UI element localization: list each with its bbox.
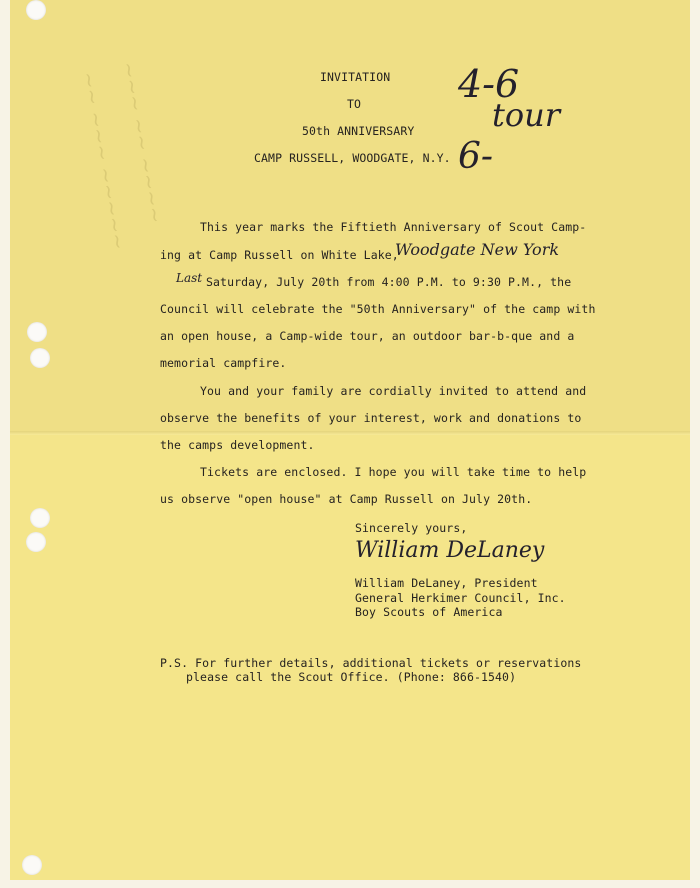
heading-line-1: INVITATION <box>320 70 391 84</box>
body-line: the camps development. <box>160 438 315 452</box>
punch-hole-icon <box>30 508 50 528</box>
signer-org-1: General Herkimer Council, Inc. <box>355 591 566 605</box>
body-line: Saturday, July 20th from 4:00 P.M. to 9:30 P.M., the <box>206 275 572 289</box>
signer-org-2: Boy Scouts of America <box>355 605 503 619</box>
signer-name: William DeLaney, President <box>355 576 538 590</box>
handwritten-time-note: 4-6 <box>458 62 520 106</box>
body-line: This year marks the Fiftieth Anniversary of Scout Camp- <box>200 220 587 234</box>
punch-hole-icon <box>27 322 47 342</box>
postscript-line-1: P.S. For further details, additional tickets or reservations <box>160 656 582 670</box>
body-line: ing at Camp Russell on White Lake, <box>160 248 399 262</box>
punch-hole-icon <box>22 855 42 875</box>
heading-line-4: CAMP RUSSELL, WOODGATE, N.Y. <box>254 151 451 165</box>
body-line: an open house, a Camp-wide tour, an outdoor bar-b-que and a <box>160 329 575 343</box>
bleed-through-mark: ~~~ ~~ ~~~~ <box>116 60 169 226</box>
salutation: Sincerely yours, <box>355 521 468 535</box>
signature: William DeLaney <box>355 538 545 563</box>
body-line: memorial campfire. <box>160 356 287 370</box>
postscript-line-2: please call the Scout Office. (Phone: 866-1540) <box>186 670 517 684</box>
heading-line-3: 50th ANNIVERSARY <box>302 124 415 138</box>
handwritten-tour-note: tour <box>492 96 561 134</box>
punch-hole-icon <box>26 0 46 20</box>
handwritten-correction: Last <box>176 271 203 285</box>
body-line: You and your family are cordially invited to attend and <box>200 384 587 398</box>
handwritten-insertion: Woodgate New York <box>395 240 560 259</box>
heading-line-2: TO <box>347 97 362 111</box>
paper-fold <box>10 431 690 435</box>
handwritten-count-note: 6- <box>458 136 494 177</box>
body-line: Tickets are enclosed. I hope you will take time to help <box>200 465 587 479</box>
body-line: observe the benefits of your interest, work and donations to <box>160 411 582 425</box>
bleed-through-mark: ~~ ~~~ ~~~~~ <box>76 70 132 252</box>
punch-hole-icon <box>30 348 50 368</box>
body-line: us observe "open house" at Camp Russell on July 20th. <box>160 492 533 506</box>
body-line: Council will celebrate the "50th Anniversary" of the camp with <box>160 302 596 316</box>
punch-hole-icon <box>26 532 46 552</box>
